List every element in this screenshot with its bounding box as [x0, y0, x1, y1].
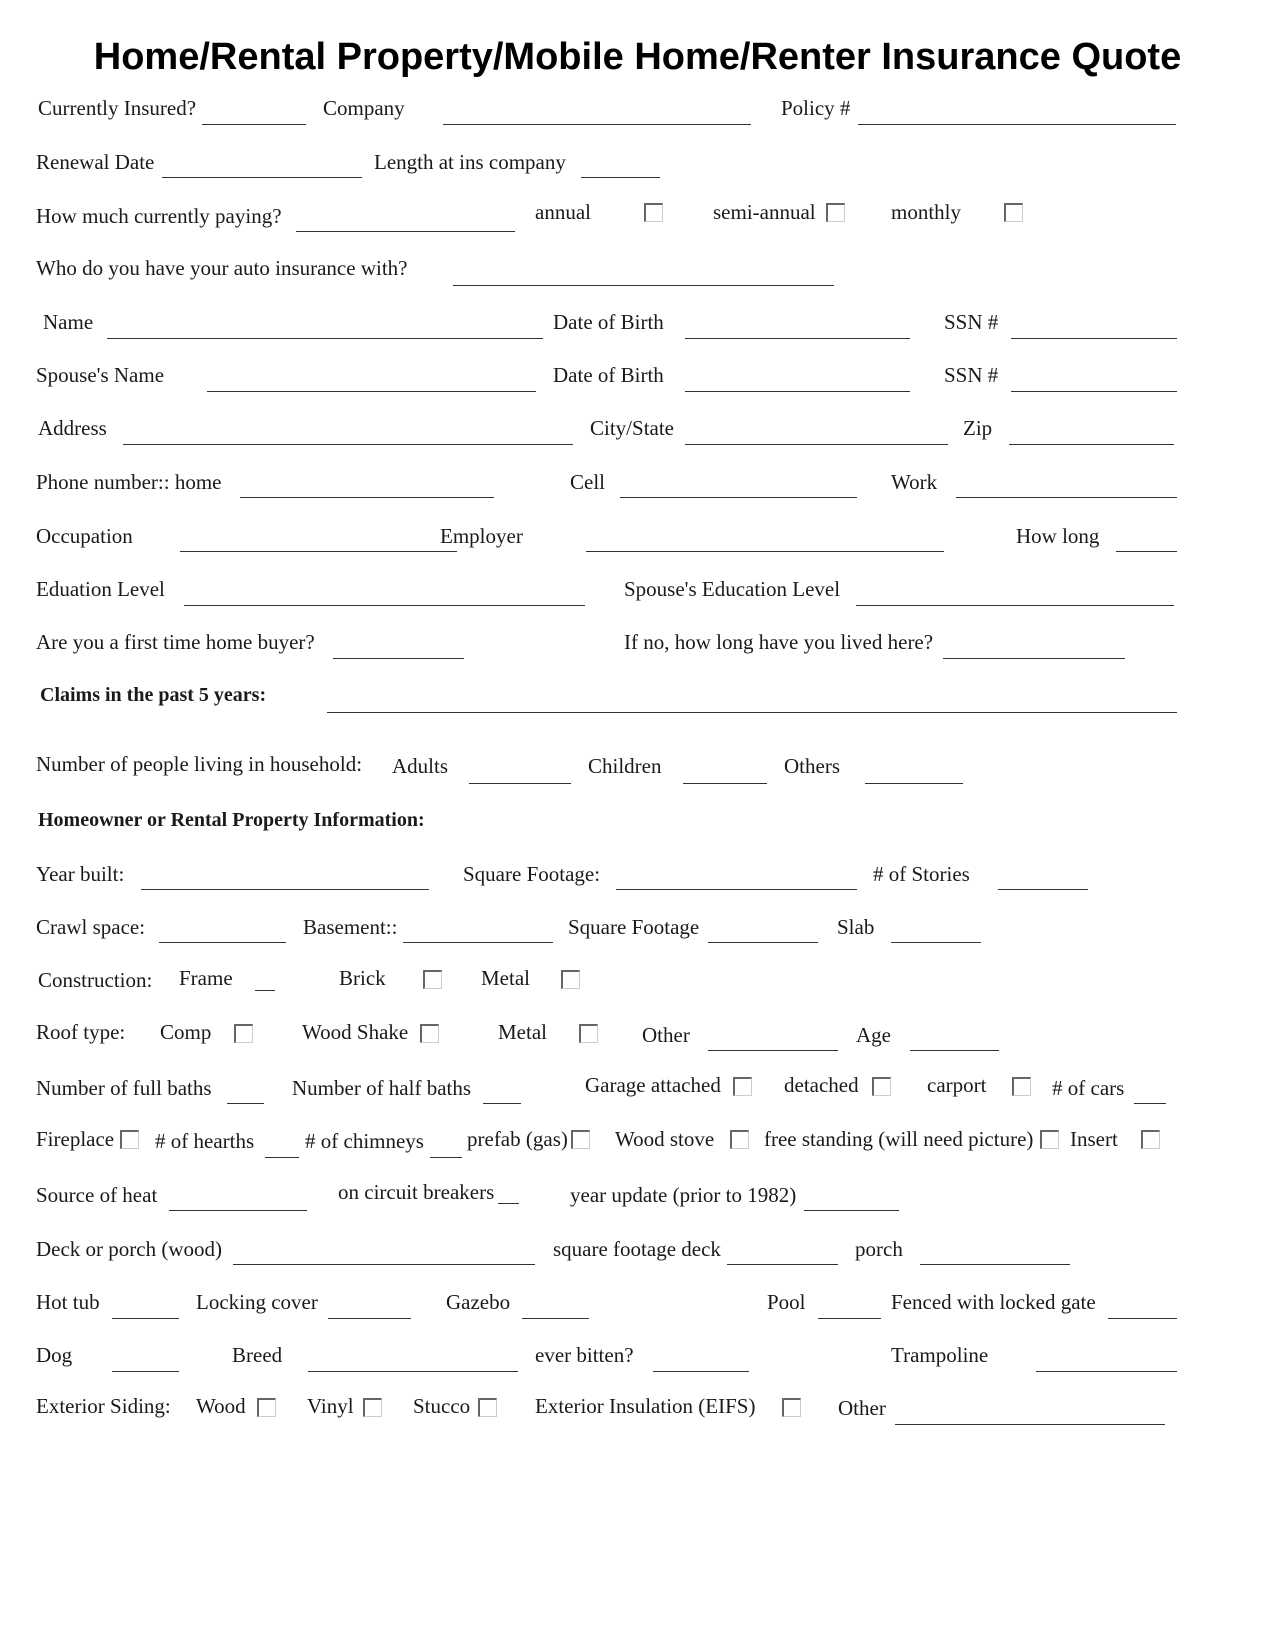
ssn-label: SSN # — [944, 310, 999, 334]
source-heat-label: Source of heat — [36, 1183, 158, 1207]
free-standing-checkbox[interactable] — [1040, 1130, 1059, 1149]
basement-sqft-label: Square Footage — [568, 915, 700, 939]
spouse-education-field[interactable] — [856, 605, 1174, 606]
free-standing-label: free standing (will need picture) — [764, 1127, 1034, 1151]
locking-cover-label: Locking cover — [196, 1290, 318, 1314]
crawl-space-field[interactable] — [159, 942, 286, 943]
address-label: Address — [38, 416, 107, 440]
semi-annual-label: semi-annual — [713, 200, 816, 224]
chimneys-field[interactable] — [430, 1157, 462, 1158]
wood-checkbox[interactable] — [257, 1398, 276, 1417]
lived-here-field[interactable] — [943, 658, 1125, 659]
pool-label: Pool — [767, 1290, 806, 1314]
fireplace-label: Fireplace — [36, 1127, 115, 1151]
name-field[interactable] — [107, 338, 543, 339]
zip-field[interactable] — [1009, 444, 1174, 445]
how-much-paying-field[interactable] — [296, 231, 515, 232]
construction-label: Construction: — [38, 968, 153, 992]
basement-label: Basement:: — [303, 915, 398, 939]
detached-label: detached — [784, 1073, 859, 1097]
education-field[interactable] — [184, 605, 585, 606]
frame-field[interactable] — [255, 990, 275, 991]
others-field[interactable] — [865, 783, 963, 784]
garage-attached-label: Garage attached — [585, 1073, 721, 1097]
source-heat-field[interactable] — [169, 1210, 307, 1211]
length-at-ins-field[interactable] — [581, 177, 660, 178]
employer-field[interactable] — [586, 551, 944, 552]
renewal-date-label: Renewal Date — [36, 150, 155, 174]
eifs-label: Exterior Insulation (EIFS) — [535, 1394, 756, 1418]
brick-checkbox[interactable] — [423, 970, 442, 989]
circuit-breakers-field[interactable] — [498, 1203, 519, 1204]
metal-roof-label: Metal — [498, 1020, 547, 1044]
property-section-header: Homeowner or Rental Property Information: — [38, 809, 425, 831]
dog-label: Dog — [36, 1343, 73, 1367]
metal-construction-label: Metal — [481, 966, 530, 990]
children-field[interactable] — [683, 783, 767, 784]
spouse-name-field[interactable] — [207, 391, 536, 392]
num-cars-label: # of cars — [1052, 1076, 1125, 1100]
exterior-siding-label: Exterior Siding: — [36, 1394, 171, 1418]
adults-label: Adults — [392, 754, 449, 778]
spouse-dob-field[interactable] — [685, 391, 910, 392]
city-state-field[interactable] — [685, 444, 948, 445]
roof-age-label: Age — [856, 1023, 891, 1047]
fenced-field[interactable] — [1108, 1318, 1177, 1319]
frame-label: Frame — [179, 966, 233, 990]
phone-home-label: Phone number:: home — [36, 470, 222, 494]
full-baths-label: Number of full baths — [36, 1076, 212, 1100]
deck-porch-field[interactable] — [233, 1264, 535, 1265]
monthly-label: monthly — [891, 200, 962, 224]
trampoline-field[interactable] — [1036, 1371, 1177, 1372]
currently-insured-label: Currently Insured? — [38, 96, 197, 120]
spouse-education-label: Spouse's Education Level — [624, 577, 841, 601]
basement-sqft-field[interactable] — [708, 942, 818, 943]
garage-attached-checkbox[interactable] — [733, 1077, 752, 1096]
policy-field[interactable] — [858, 124, 1176, 125]
auto-insurance-label: Who do you have your auto insurance with? — [36, 256, 408, 280]
annual-label: annual — [535, 200, 591, 224]
crawl-space-label: Crawl space: — [36, 915, 146, 939]
dob-field[interactable] — [685, 338, 910, 339]
cell-field[interactable] — [620, 497, 857, 498]
semi-annual-checkbox[interactable] — [826, 203, 845, 222]
stucco-checkbox[interactable] — [478, 1398, 497, 1417]
fireplace-checkbox[interactable] — [120, 1130, 139, 1149]
wood-stove-checkbox[interactable] — [730, 1130, 749, 1149]
city-state-label: City/State — [590, 416, 674, 440]
chimneys-label: # of chimneys — [305, 1129, 424, 1153]
household-label: Number of people living in household: — [36, 752, 363, 776]
hot-tub-field[interactable] — [112, 1318, 179, 1319]
porch-field[interactable] — [920, 1264, 1070, 1265]
gazebo-field[interactable] — [522, 1318, 589, 1319]
gazebo-label: Gazebo — [446, 1290, 511, 1314]
company-label: Company — [323, 96, 405, 120]
sqft-deck-field[interactable] — [727, 1264, 838, 1265]
siding-other-label: Other — [838, 1396, 886, 1420]
claims-label: Claims in the past 5 years: — [40, 684, 267, 706]
detached-checkbox[interactable] — [872, 1077, 891, 1096]
metal-construction-checkbox[interactable] — [561, 970, 580, 989]
insert-checkbox[interactable] — [1141, 1130, 1160, 1149]
circuit-breakers-label: on circuit breakers — [338, 1180, 495, 1204]
prefab-label: prefab (gas) — [467, 1127, 568, 1151]
occupation-label: Occupation — [36, 524, 133, 548]
deck-porch-label: Deck or porch (wood) — [36, 1237, 223, 1261]
wood-shake-checkbox[interactable] — [420, 1024, 439, 1043]
first-time-buyer-label: Are you a first time home buyer? — [36, 630, 315, 654]
half-baths-label: Number of half baths — [292, 1076, 472, 1100]
pool-field[interactable] — [818, 1318, 881, 1319]
auto-insurance-field[interactable] — [453, 285, 834, 286]
others-label: Others — [784, 754, 840, 778]
vinyl-label: Vinyl — [307, 1394, 354, 1418]
claims-field[interactable] — [327, 712, 1177, 713]
siding-other-field[interactable] — [895, 1424, 1165, 1425]
dob-label: Date of Birth — [553, 310, 664, 334]
spouse-dob-label: Date of Birth — [553, 363, 664, 387]
trampoline-label: Trampoline — [891, 1343, 989, 1367]
comp-checkbox[interactable] — [234, 1024, 253, 1043]
name-label: Name — [43, 310, 94, 334]
policy-label: Policy # — [781, 96, 851, 120]
year-update-label: year update (prior to 1982) — [570, 1183, 797, 1207]
lived-here-label: If no, how long have you lived here? — [624, 630, 934, 654]
carport-label: carport — [927, 1073, 987, 1097]
ever-bitten-label: ever bitten? — [535, 1343, 634, 1367]
insert-label: Insert — [1070, 1127, 1118, 1151]
half-baths-field[interactable] — [483, 1103, 521, 1104]
how-long-field[interactable] — [1116, 551, 1177, 552]
how-long-label: How long — [1016, 524, 1100, 548]
year-built-field[interactable] — [141, 889, 429, 890]
adults-field[interactable] — [469, 783, 571, 784]
employer-label: Employer — [440, 524, 523, 548]
full-baths-field[interactable] — [227, 1103, 264, 1104]
spouse-ssn-field[interactable] — [1011, 391, 1177, 392]
num-cars-field[interactable] — [1134, 1103, 1166, 1104]
roof-age-field[interactable] — [910, 1050, 999, 1051]
education-label: Eduation Level — [36, 577, 165, 601]
work-label: Work — [891, 470, 938, 494]
spouse-name-label: Spouse's Name — [36, 363, 165, 387]
cell-label: Cell — [570, 470, 605, 494]
vinyl-checkbox[interactable] — [363, 1398, 382, 1417]
locking-cover-field[interactable] — [328, 1318, 411, 1319]
roof-other-field[interactable] — [708, 1050, 838, 1051]
zip-label: Zip — [963, 416, 993, 440]
prefab-checkbox[interactable] — [571, 1130, 590, 1149]
year-update-field[interactable] — [804, 1210, 899, 1211]
fenced-label: Fenced with locked gate — [891, 1290, 1096, 1314]
ever-bitten-field[interactable] — [653, 1371, 749, 1372]
square-footage-label: Square Footage: — [463, 862, 601, 886]
stucco-label: Stucco — [413, 1394, 471, 1418]
carport-checkbox[interactable] — [1012, 1077, 1031, 1096]
stories-field[interactable] — [998, 889, 1088, 890]
wood-shake-label: Wood Shake — [302, 1020, 409, 1044]
metal-roof-checkbox[interactable] — [579, 1024, 598, 1043]
breed-field[interactable] — [308, 1371, 518, 1372]
comp-label: Comp — [160, 1020, 212, 1044]
porch-label: porch — [855, 1237, 903, 1261]
wood-stove-label: Wood stove — [615, 1127, 715, 1151]
slab-label: Slab — [837, 915, 875, 939]
square-footage-field[interactable] — [616, 889, 857, 890]
wood-label: Wood — [196, 1394, 246, 1418]
roof-other-label: Other — [642, 1023, 690, 1047]
how-much-paying-label: How much currently paying? — [36, 204, 282, 228]
basement-field[interactable] — [403, 942, 553, 943]
company-field[interactable] — [443, 124, 751, 125]
spouse-ssn-label: SSN # — [944, 363, 999, 387]
length-at-ins-label: Length at ins company — [374, 150, 566, 174]
breed-label: Breed — [232, 1343, 283, 1367]
dog-field[interactable] — [112, 1371, 179, 1372]
currently-insured-field[interactable] — [202, 124, 306, 125]
hot-tub-label: Hot tub — [36, 1290, 100, 1314]
first-time-buyer-field[interactable] — [333, 658, 464, 659]
slab-field[interactable] — [891, 942, 981, 943]
ssn-field[interactable] — [1011, 338, 1177, 339]
work-field[interactable] — [956, 497, 1177, 498]
hearths-label: # of hearths — [155, 1129, 255, 1153]
stories-label: # of Stories — [873, 862, 970, 886]
sqft-deck-label: square footage deck — [553, 1237, 721, 1261]
brick-label: Brick — [339, 966, 386, 990]
address-field[interactable] — [123, 444, 573, 445]
monthly-checkbox[interactable] — [1004, 203, 1023, 222]
occupation-field[interactable] — [180, 551, 457, 552]
renewal-date-field[interactable] — [162, 177, 362, 178]
hearths-field[interactable] — [265, 1157, 299, 1158]
roof-type-label: Roof type: — [36, 1020, 126, 1044]
children-label: Children — [588, 754, 662, 778]
eifs-checkbox[interactable] — [782, 1398, 801, 1417]
year-built-label: Year built: — [36, 862, 125, 886]
form-title: Home/Rental Property/Mobile Home/Renter Insurance Quote — [93, 36, 1182, 78]
phone-home-field[interactable] — [240, 497, 494, 498]
annual-checkbox[interactable] — [644, 203, 663, 222]
